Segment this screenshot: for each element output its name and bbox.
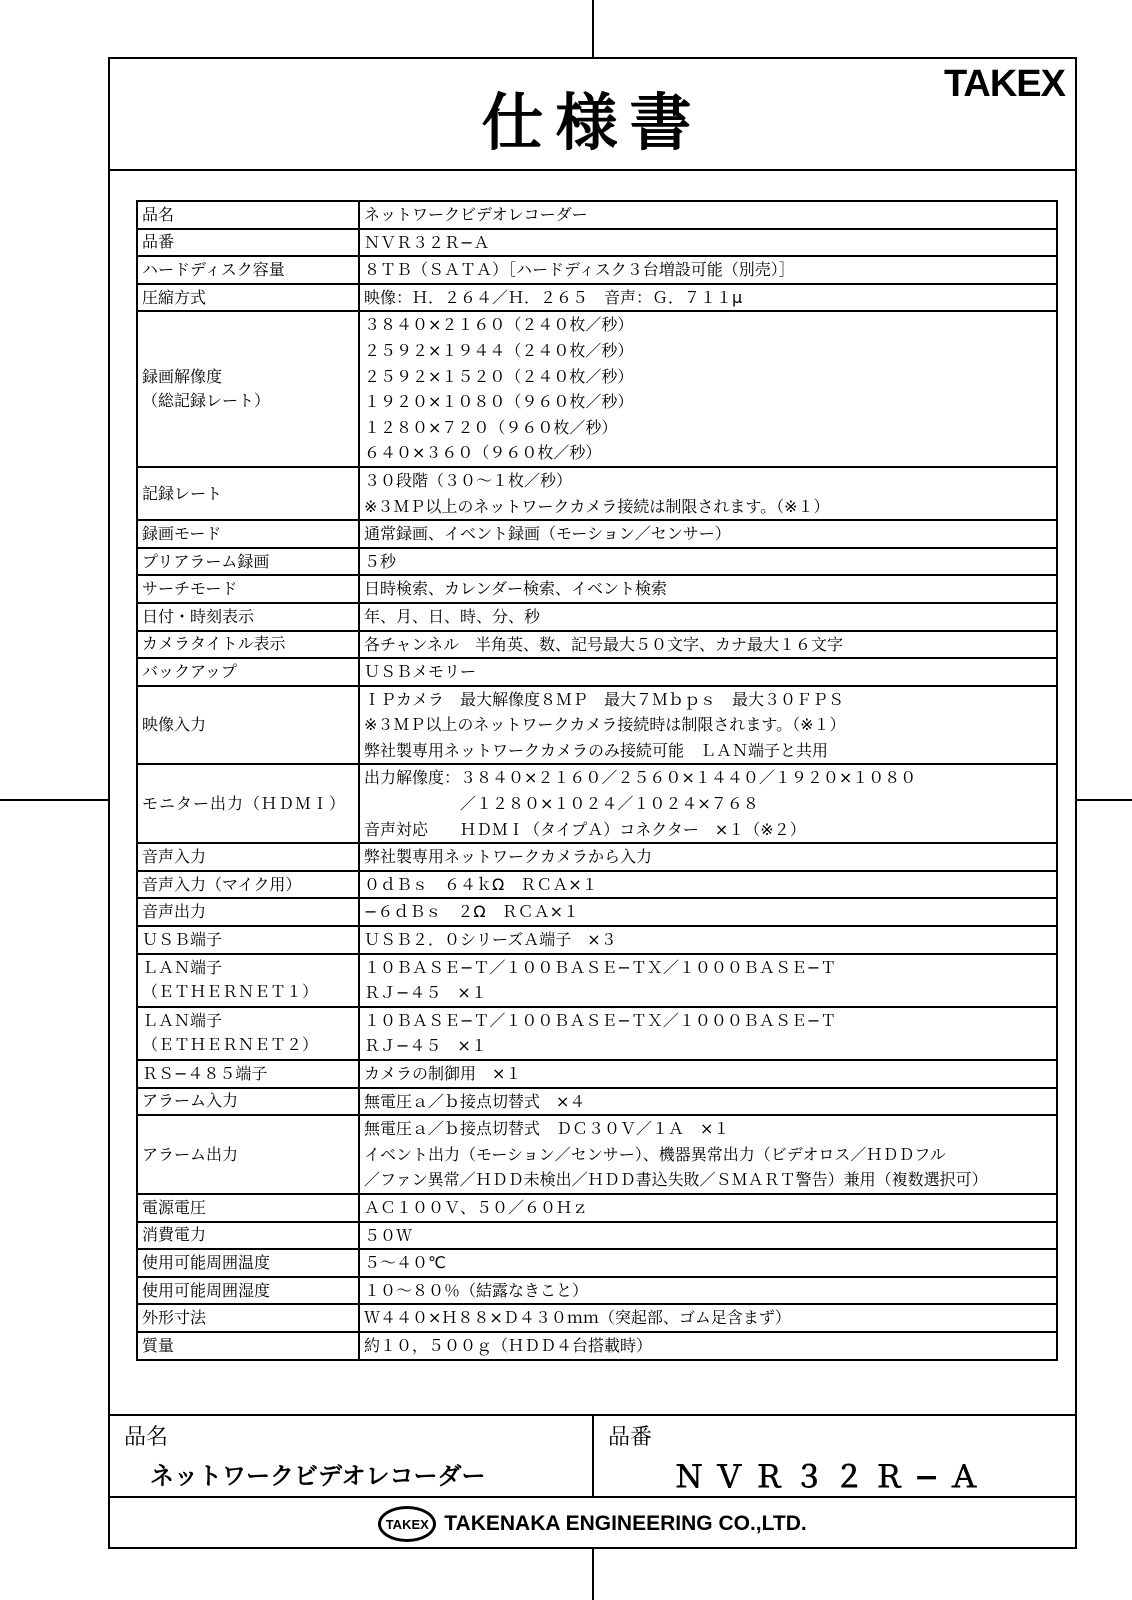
spec-value-line: ６４０×３６０（９６０枚／秒） (364, 443, 602, 463)
spec-value (359, 603, 1057, 631)
spec-value-line: ネットワークビデオレコーダー (364, 205, 588, 224)
spec-value (359, 229, 1057, 257)
spec-value-line: 無電圧ａ／ｂ接点切替式 ＤＣ３０Ｖ／１Ａ ×１ (364, 1119, 730, 1139)
spec-key-line: 電源電圧 (142, 1197, 207, 1217)
spec-key (137, 658, 359, 686)
spec-value-line: １０〜８０％（結露なきこと） (364, 1280, 589, 1300)
spec-key (137, 603, 359, 631)
spec-value-line: ＵＳＢ２．０シリーズＡ端子 ×３ (364, 930, 617, 950)
spec-key (137, 548, 359, 576)
spec-value (359, 1007, 1057, 1060)
spec-row (137, 1249, 1057, 1277)
spec-value-line: 無電圧ａ／ｂ接点切替式 ×４ (364, 1091, 586, 1111)
spec-key-line: 記録レート (142, 483, 223, 503)
spec-value (359, 548, 1057, 576)
spec-value-line: ＡＣ１００Ｖ、５０／６０Ｈｚ (364, 1197, 589, 1217)
spec-key-line: バックアップ (142, 661, 237, 681)
spec-key-line: （ＥＴＨＥＲＮＥＴ１） (142, 982, 319, 1002)
spec-key-line: （総記録レート） (142, 391, 271, 411)
spec-value (359, 1115, 1057, 1194)
spec-key-line: 圧縮方式 (142, 287, 207, 307)
spec-key-line: 音声入力（マイク用） (142, 874, 302, 894)
spec-value-line: Ｗ４４０×Ｈ８８×Ｄ４３０ｍｍ（突起部、ゴム足含まず） (364, 1308, 791, 1328)
spec-key-line: 録画解像度 (142, 367, 223, 387)
spec-value (359, 926, 1057, 954)
spec-value (359, 1249, 1057, 1277)
spec-value-line: １０ＢＡＳＥ−Ｔ／１００ＢＡＳＥ−ＴＸ／１０００ＢＡＳＥ−Ｔ (364, 957, 837, 977)
spec-row (137, 603, 1057, 631)
spec-sheet-frame (108, 57, 1077, 1549)
document-title: 仕様書 (481, 86, 704, 159)
spec-value (359, 1060, 1057, 1088)
spec-value-line: カメラの制御用 ×１ (364, 1064, 522, 1083)
spec-row (137, 843, 1057, 871)
spec-key (137, 686, 359, 765)
spec-value-line: １９２０×１０８０（９６０枚／秒） (364, 392, 634, 412)
header (110, 59, 1075, 171)
spec-key (137, 1304, 359, 1332)
spec-value-line: 各チャンネル 半角英、数、記号最大５０文字、カナ最大１６文字 (364, 634, 844, 654)
spec-value-line: 出力解像度：３８４０×２１６０／２５６０×１４４０／１９２０×１０８０ (364, 768, 917, 788)
spec-key-line: 使用可能周囲湿度 (142, 1280, 271, 1300)
spec-value-line: ３０段階（３０〜１枚／秒） (364, 470, 573, 490)
spec-value-line: 弊社製専用ネットワークカメラのみ接続可能 ＬＡＮ端子と共用 (364, 740, 829, 760)
spec-key (137, 1277, 359, 1305)
spec-key-line: アラーム出力 (142, 1144, 239, 1164)
spec-value-line: 約１０，５００ｇ（ＨＤＤ４台搭載時） (364, 1335, 653, 1355)
spec-key (137, 898, 359, 926)
spec-value (359, 1304, 1057, 1332)
footer-model-value: ＮＶＲ３２Ｒ−Ａ (674, 1460, 990, 1495)
spec-key (137, 201, 359, 229)
spec-row (137, 575, 1057, 603)
spec-key (137, 843, 359, 871)
crop-mark-left (0, 799, 108, 801)
crop-mark-bottom (592, 1549, 594, 1600)
spec-value-line: ３８４０×２１６０（２４０枚／秒） (364, 315, 634, 335)
spec-key-line: アラーム入力 (142, 1091, 239, 1111)
spec-value-line: 音声対応 ＨＤＭＩ（タイプＡ）コネクター ×１（※２） (364, 819, 806, 839)
spec-value-line: ※３ＭＰ以上のネットワークカメラ接続時は制限されます。（※１） (364, 715, 846, 735)
spec-value-line: 通常録画、イベント録画（モーション／センサー） (364, 524, 731, 544)
spec-key (137, 926, 359, 954)
spec-value-line: ５０Ｗ (364, 1225, 413, 1245)
spec-key (137, 631, 359, 659)
spec-key (137, 311, 359, 467)
spec-value (359, 1194, 1057, 1222)
footer-name-value: ネットワークビデオレコーダー (150, 1462, 486, 1490)
spec-value (359, 1222, 1057, 1250)
spec-value (359, 1088, 1057, 1116)
spec-key-line: 品名 (142, 204, 175, 224)
spec-value (359, 201, 1057, 229)
spec-key (137, 229, 359, 257)
spec-key-line: ＬＡＮ端子 (142, 958, 223, 978)
spec-value-line: 映像：Ｈ．２６４／Ｈ．２６５ 音声：Ｇ．７１１μ (364, 287, 743, 307)
spec-value-line: １０ＢＡＳＥ−Ｔ／１００ＢＡＳＥ−ＴＸ／１０００ＢＡＳＥ−Ｔ (364, 1010, 837, 1030)
spec-key-line: 音声入力 (142, 847, 207, 867)
spec-value-line: ＲＪ−４５ ×１ (364, 1036, 487, 1056)
footer-model-cell (594, 1416, 1075, 1496)
spec-row (137, 201, 1057, 229)
spec-key (137, 954, 359, 1007)
company-block (110, 1499, 1075, 1549)
spec-key-line: サーチモード (142, 579, 238, 599)
crop-mark-top (592, 0, 594, 57)
spec-key-line: 品番 (142, 232, 175, 252)
spec-value (359, 898, 1057, 926)
spec-value-line: ８ＴＢ（ＳＡＴＡ）［ハードディスク３台増設可能（別売）］ (364, 260, 795, 280)
spec-key (137, 1249, 359, 1277)
spec-row (137, 1088, 1057, 1116)
spec-key (137, 520, 359, 548)
spec-value-line: イベント出力（モーション／センサー）、機器異常出力（ビデオロス／ＨＤＤフル (364, 1144, 946, 1164)
spec-key-line: （ＥＴＨＥＲＮＥＴ２） (142, 1035, 319, 1055)
spec-value-line: ／１２８０×１０２４／１０２４×７６８ (364, 794, 759, 814)
footer-product-info (110, 1414, 1075, 1498)
spec-key-line: モニター出力（ＨＤＭＩ） (142, 793, 347, 813)
company-logo: TAKEX (378, 1506, 436, 1542)
spec-key (137, 871, 359, 899)
spec-value (359, 520, 1057, 548)
spec-key-line: 消費電力 (142, 1225, 207, 1245)
spec-key-line: 録画モード (142, 523, 222, 543)
brand-logo: TAKEX (944, 63, 1065, 105)
spec-value (359, 843, 1057, 871)
spec-key-line: 映像入力 (142, 715, 207, 735)
spec-row (137, 1277, 1057, 1305)
spec-row (137, 1194, 1057, 1222)
spec-value-line: ５〜４０℃ (364, 1253, 446, 1273)
spec-value-line: ２５９２×１５２０（２４０枚／秒） (364, 366, 634, 386)
spec-value (359, 764, 1057, 843)
spec-key-line: 外形寸法 (142, 1308, 207, 1328)
footer-model-label: 品番 (608, 1425, 653, 1450)
spec-key-line: 使用可能周囲温度 (142, 1252, 271, 1272)
spec-value-line: ※３ＭＰ以上のネットワークカメラ接続は制限されます。（※１） (364, 496, 830, 516)
spec-key (137, 1007, 359, 1060)
spec-key-line: ＵＳＢ端子 (142, 929, 223, 949)
spec-value-line: ５秒 (364, 551, 397, 571)
spec-row (137, 871, 1057, 899)
footer-name-cell (110, 1416, 594, 1496)
spec-key (137, 467, 359, 520)
spec-value (359, 954, 1057, 1007)
spec-value (359, 284, 1057, 312)
spec-key (137, 575, 359, 603)
spec-value (359, 686, 1057, 765)
spec-key (137, 1222, 359, 1250)
spec-row (137, 1304, 1057, 1332)
spec-value-line: ＵＳＢメモリー (364, 662, 477, 682)
spec-value (359, 658, 1057, 686)
spec-row (137, 311, 1057, 467)
spec-key-line: カメラタイトル表示 (142, 634, 286, 654)
spec-key (137, 284, 359, 312)
spec-row (137, 764, 1057, 843)
spec-key (137, 1115, 359, 1194)
spec-row (137, 256, 1057, 284)
spec-row (137, 686, 1057, 765)
spec-row (137, 467, 1057, 520)
spec-key-line: プリアラーム録画 (142, 551, 270, 571)
spec-value-line: 年、月、日、時、分、秒 (364, 606, 541, 626)
spec-key (137, 1194, 359, 1222)
spec-row (137, 1222, 1057, 1250)
spec-value (359, 575, 1057, 603)
spec-row (137, 658, 1057, 686)
spec-key (137, 256, 359, 284)
spec-row (137, 1060, 1057, 1088)
spec-key (137, 1088, 359, 1116)
spec-value-line: 弊社製専用ネットワークカメラから入力 (364, 847, 653, 867)
spec-row (137, 284, 1057, 312)
spec-key (137, 1060, 359, 1088)
spec-value-line: ＲＪ−４５ ×１ (364, 983, 487, 1003)
company-name: TAKENAKA ENGINEERING CO.,LTD. (444, 1512, 807, 1535)
spec-key-line: ハードディスク容量 (142, 259, 285, 279)
spec-key-line: 音声出力 (142, 902, 207, 922)
spec-key (137, 1332, 359, 1360)
spec-key (137, 764, 359, 843)
spec-value-line: ／ファン異常／ＨＤＤ未検出／ＨＤＤ書込失敗／ＳＭＡＲＴ警告）兼用（複数選択可） (364, 1170, 988, 1190)
spec-key-line: 質量 (142, 1335, 175, 1355)
spec-row (137, 229, 1057, 257)
spec-value-line: ０ｄＢｓ ６４ｋΩ ＲＣＡ×１ (364, 874, 598, 894)
spec-value (359, 311, 1057, 467)
spec-value (359, 1332, 1057, 1360)
spec-value (359, 256, 1057, 284)
spec-value (359, 871, 1057, 899)
spec-value-line: ２５９２×１９４４（２４０枚／秒） (364, 340, 634, 360)
spec-table (136, 200, 1058, 1361)
spec-row (137, 548, 1057, 576)
spec-value (359, 631, 1057, 659)
spec-value-line: −６ｄＢｓ ２Ω ＲＣＡ×１ (364, 902, 580, 922)
spec-row (137, 1332, 1057, 1360)
spec-value (359, 1277, 1057, 1305)
spec-value-line: ＩＰカメラ 最大解像度８ＭＰ 最大７Ｍｂｐｓ 最大３０ＦＰＳ (364, 689, 845, 709)
spec-value (359, 467, 1057, 520)
spec-row (137, 1115, 1057, 1194)
spec-key-line: ＲＳ−４８５端子 (142, 1063, 268, 1083)
spec-key-line: ＬＡＮ端子 (142, 1011, 223, 1031)
spec-row (137, 1007, 1057, 1060)
spec-row (137, 954, 1057, 1007)
spec-value-line: １２８０×７２０（９６０枚／秒） (364, 417, 618, 437)
spec-key-line: 日付・時刻表示 (142, 606, 255, 626)
spec-row (137, 898, 1057, 926)
spec-row (137, 520, 1057, 548)
spec-value-line: ＮＶＲ３２Ｒ−Ａ (364, 232, 490, 252)
spec-row (137, 926, 1057, 954)
footer-name-label: 品名 (124, 1425, 169, 1450)
spec-row (137, 631, 1057, 659)
spec-value-line: 日時検索、カレンダー検索、イベント検索 (364, 579, 667, 599)
crop-mark-right (1077, 799, 1132, 801)
